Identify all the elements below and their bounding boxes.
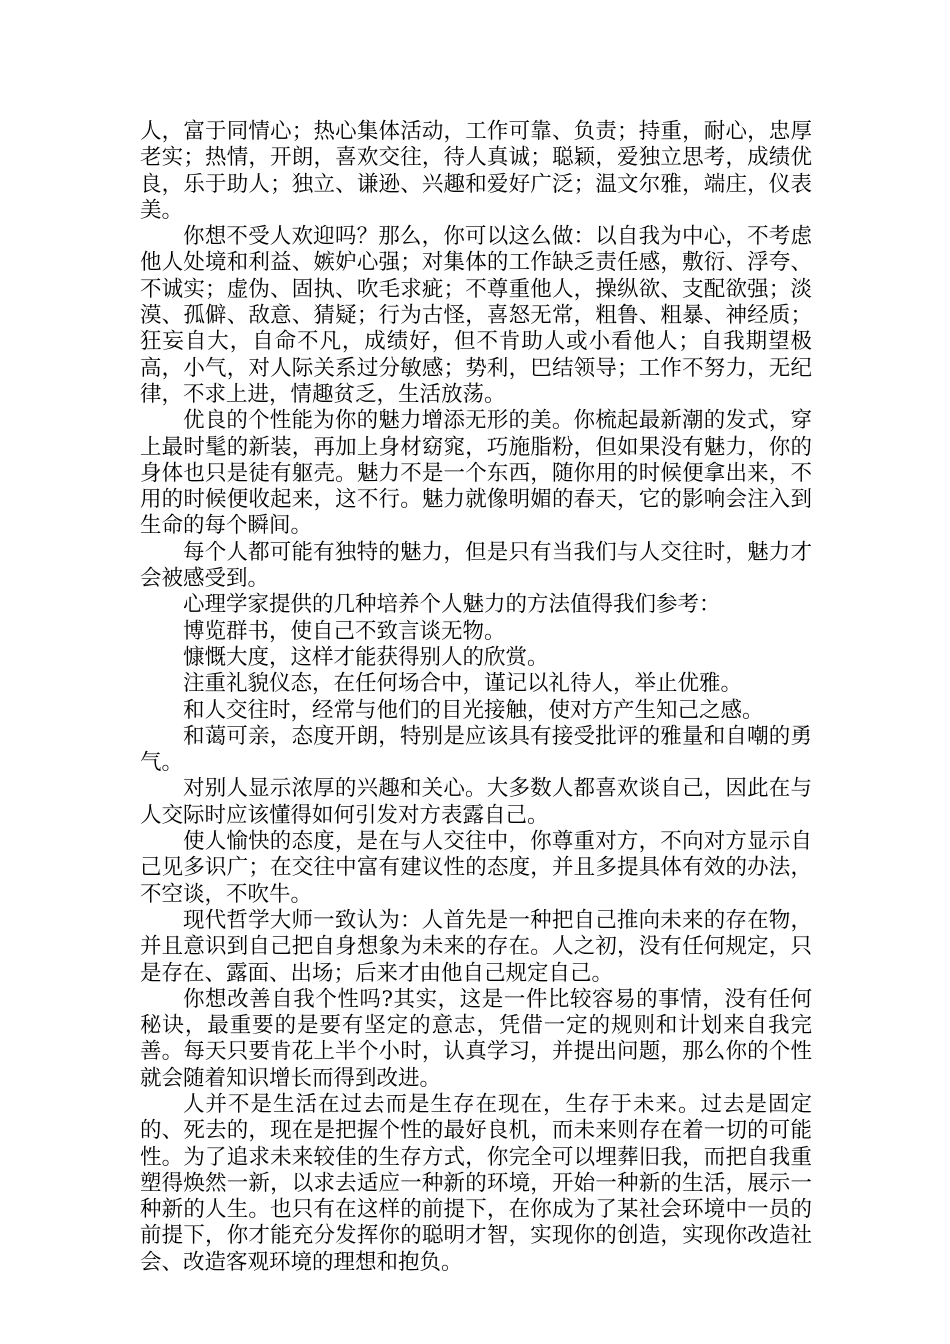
paragraph: 每个人都可能有独特的魅力，但是只有当我们与人交往时，魅力才会被感受到。	[140, 539, 812, 592]
paragraph: 优良的个性能为你的魅力增添无形的美。你梳起最新潮的发式，穿上最时髦的新装，再加上身材窈窕，巧施脂粉，但如果没有魅力，你的身体也只是徒有躯壳。魅力不是一个东西，随你用的时候便拿出来，不用的时候便收起来，这不行。魅力就像明媚的春天，它的影响会注入到生命的每个瞬间。	[140, 408, 812, 539]
paragraph-continued: 人，富于同情心；热心集体活动，工作可靠、负责；持重，耐心，忠厚老实；热情，开朗，喜欢交往，待人真诚；聪颖，爱独立思考，成绩优良，乐于助人；独立、谦逊、兴趣和爱好广泛；温文尔雅，端庄，仪表美。	[140, 119, 812, 223]
document-body	[140, 119, 812, 1276]
list-item: 慷慨大度，这样才能获得别人的欣赏。	[183, 644, 549, 670]
paragraph: 人并不是生活在过去而是生存在现在，生存于未来。过去是固定的、死去的，现在是把握个性的最好良机，而未来则存在着一切的可能性。为了追求未来较佳的生存方式，你完全可以埋葬旧我，而把自我重塑得焕然一新，以求去适应一种新的环境，开始一种新的生活，展示一种新的人生。也只有在这样的前提下，在你成为了某社会环境中一员的前提下，你才能充分发挥你的聪明才智，实现你的创造，实现你改造社会、改造客观环境的理想和抱负。	[140, 1091, 812, 1275]
paragraph: 你想不受人欢迎吗？那么，你可以这么做：以自我为中心，不考虑他人处境和利益、嫉妒心强；对集体的工作缺乏责任感，敷衍、浮夸、不诚实；虚伪、固执、吹毛求疵；不尊重他人，操纵欲、支配欲强；淡漠、孤僻、敌意、猜疑；行为古怪，喜怒无常，粗鲁、粗暴、神经质；狂妄自大，自命不凡，成绩好，但不肯助人或小看他人；自我期望极高，小气，对人际关系过分敏感；势利，巴结领导；工作不努力，无纪律，不求上进，情趣贫乏，生活放荡。	[140, 224, 812, 407]
list-item: 对别人显示浓厚的兴趣和关心。大多数人都喜欢谈自己，因此在与人交际时应该懂得如何引发对方表露自己。	[140, 776, 812, 828]
list-item: 和人交往时，经常与他们的目光接触，使对方产生知己之感。	[183, 697, 764, 723]
paragraph: 你想改善自我个性吗?其实，这是一件比较容易的事情，没有任何秘诀，最重要的是要有坚定的意志，凭借一定的规则和计划来自我完善。每天只要肯花上半个小时，认真学习，并提出问题，那么你的个性就会随着知识增长而得到改进。	[140, 986, 812, 1091]
paragraph: 心理学家提供的几种培养个人魅力的方法值得我们参考：	[183, 592, 721, 618]
paragraph: 现代哲学大师一致认为：人首先是一种把自己推向未来的存在物，并且意识到自己把自身想象为未来的存在。人之初，没有任何规定，只是存在、露面、出场；后来才由他自己规定自己。	[140, 907, 812, 986]
list-item: 博览群书，使自己不致言谈无物。	[183, 618, 506, 644]
list-item: 使人愉快的态度，是在与人交往中，你尊重对方，不向对方显示自己见多识广；在交往中富有建议性的态度，并且多提具体有效的办法，不空谈，不吹牛。	[140, 829, 812, 907]
list-item: 和蔼可亲，态度开朗，特别是应该具有接受批评的雅量和自嘲的勇气。	[140, 723, 812, 776]
list-item: 注重礼貌仪态，在任何场合中，谨记以礼待人，举止优雅。	[183, 671, 743, 697]
